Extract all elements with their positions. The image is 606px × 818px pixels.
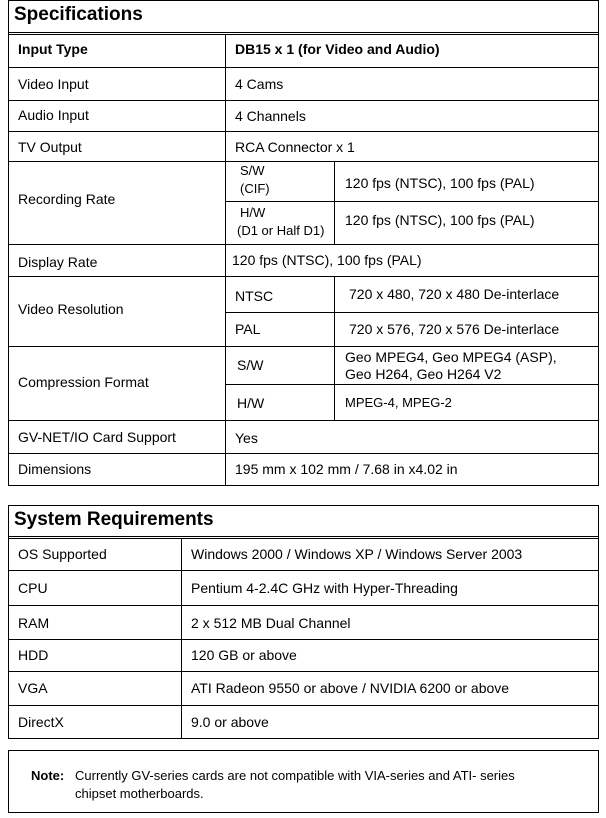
- recording-rate-sw-sublabel: (CIF): [240, 181, 270, 196]
- sysreq-row-label: VGA: [18, 680, 48, 696]
- video-resolution-ntsc-value: 720 x 480, 720 x 480 De-interlace: [349, 286, 560, 302]
- compression-format-sw-line1: Geo MPEG4, Geo MPEG4 (ASP),: [345, 349, 557, 365]
- sysreq-row-value: Pentium 4-2.4C GHz with Hyper-Threading: [191, 580, 458, 596]
- dimensions-label: Dimensions: [18, 461, 92, 477]
- display-rate-value: 120 fps (NTSC), 100 fps (PAL): [232, 252, 422, 268]
- compression-format-hw-value: MPEG-4, MPEG-2: [345, 395, 452, 410]
- sysreq-row-value: ATI Radeon 9550 or above / NVIDIA 6200 or above: [191, 680, 510, 696]
- sysreq-row-label: DirectX: [18, 714, 64, 730]
- sysreq-row-label: OS Supported: [18, 546, 107, 562]
- recording-rate-sw-label: S/W: [240, 163, 265, 178]
- specifications-title: Specifications: [14, 4, 143, 25]
- display-rate-label: Display Rate: [18, 254, 98, 270]
- note-label: Note:: [31, 768, 65, 783]
- video-input-value: 4 Cams: [235, 76, 284, 92]
- compression-format-label: Compression Format: [18, 374, 149, 390]
- sysreq-row-label: CPU: [18, 580, 48, 596]
- audio-input-value: 4 Channels: [235, 108, 306, 124]
- audio-input-label: Audio Input: [18, 107, 89, 123]
- compression-format-hw-label: H/W: [237, 395, 265, 411]
- compression-format-sw-label: S/W: [237, 357, 264, 373]
- recording-rate-hw-label: H/W: [240, 205, 266, 220]
- system-requirements-title: System Requirements: [14, 509, 214, 530]
- note-line2: chipset motherboards.: [75, 786, 204, 801]
- input-type-value: DB15 x 1 (for Video and Audio): [235, 41, 440, 57]
- input-type-label: Input Type: [18, 41, 88, 57]
- sysreq-row-value: 2 x 512 MB Dual Channel: [191, 615, 351, 631]
- recording-rate-sw-value: 120 fps (NTSC), 100 fps (PAL): [345, 175, 535, 191]
- video-resolution-pal-label: PAL: [235, 321, 261, 337]
- video-resolution-label: Video Resolution: [18, 301, 124, 317]
- recording-rate-label: Recording Rate: [18, 191, 116, 207]
- specifications-table: [8, 0, 599, 486]
- sysreq-row-label: HDD: [18, 647, 49, 663]
- gv-net-value: Yes: [235, 430, 258, 446]
- tv-output-value: RCA Connector x 1: [235, 139, 355, 155]
- recording-rate-hw-sublabel: (D1 or Half D1): [237, 223, 325, 238]
- gv-net-label: GV-NET/IO Card Support: [18, 429, 176, 445]
- sysreq-row-value: 9.0 or above: [191, 714, 269, 730]
- recording-rate-hw-value: 120 fps (NTSC), 100 fps (PAL): [345, 212, 535, 228]
- dimensions-value: 195 mm x 102 mm / 7.68 in x4.02 in: [235, 461, 458, 477]
- sysreq-row-value: 120 GB or above: [191, 647, 297, 663]
- video-input-label: Video Input: [18, 76, 89, 92]
- note-line1: Currently GV-series cards are not compatible with VIA-series and ATI- series: [75, 768, 515, 783]
- compression-format-sw-line2: Geo H264, Geo H264 V2: [345, 366, 502, 382]
- video-resolution-ntsc-label: NTSC: [235, 288, 274, 304]
- video-resolution-pal-value: 720 x 576, 720 x 576 De-interlace: [349, 321, 560, 337]
- sysreq-row-value: Windows 2000 / Windows XP / Windows Server 2003: [191, 546, 523, 562]
- sysreq-row-label: RAM: [18, 615, 50, 631]
- tv-output-label: TV Output: [18, 139, 82, 155]
